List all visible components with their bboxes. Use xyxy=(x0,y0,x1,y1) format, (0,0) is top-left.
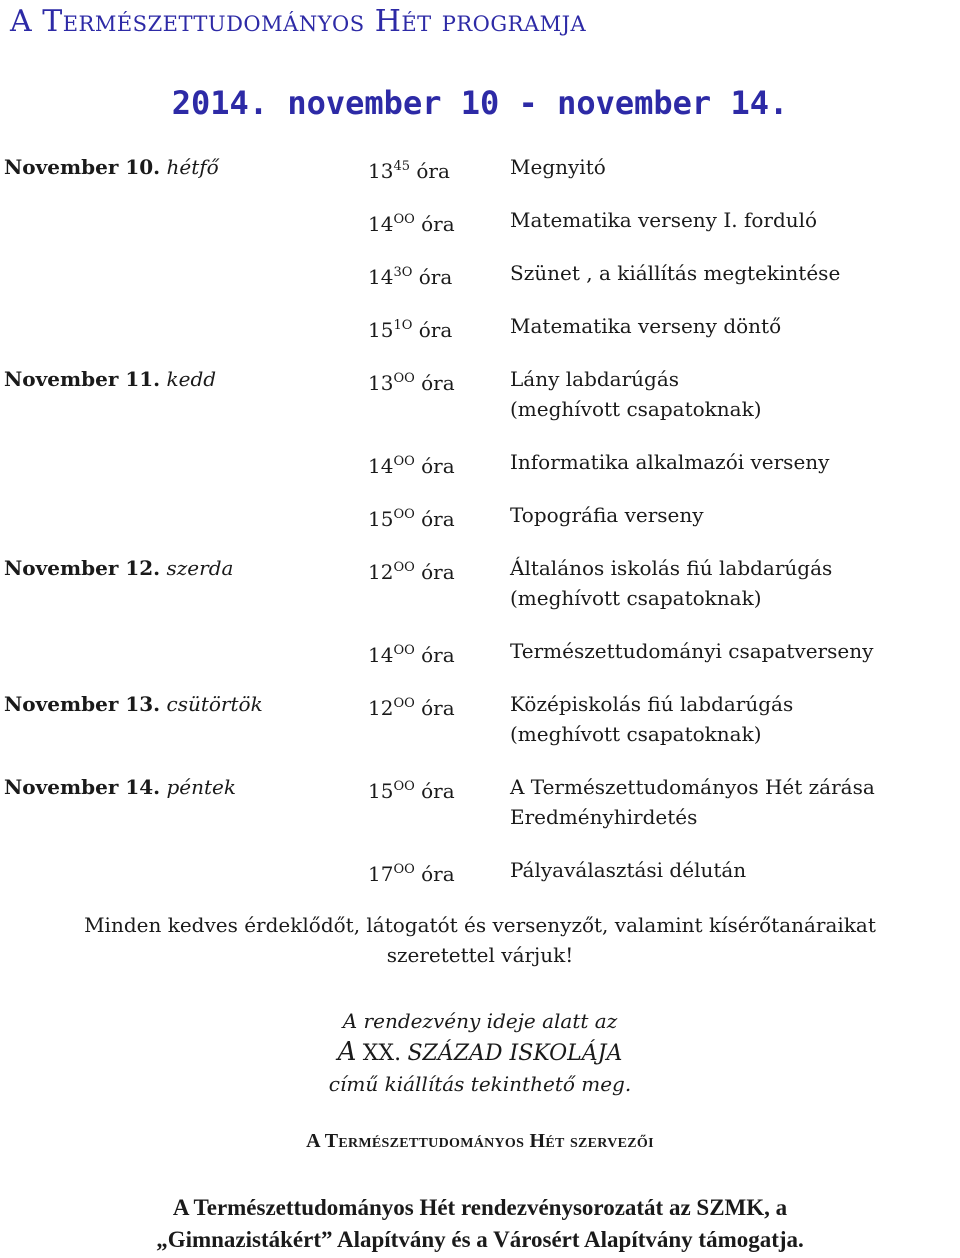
time-hour: 17 xyxy=(368,862,394,886)
sponsors xyxy=(0,1192,960,1256)
event-line: Természettudományi csapatverseny xyxy=(510,639,874,663)
time xyxy=(368,689,455,723)
exhibition-title-century: XX. xyxy=(362,1041,402,1066)
exhibition-title xyxy=(0,1037,960,1069)
time-hour: 14 xyxy=(368,265,394,289)
time xyxy=(368,636,455,670)
event-line: Informatika alkalmazói verseny xyxy=(510,450,830,474)
time xyxy=(368,447,455,481)
time-unit: óra xyxy=(418,318,453,342)
time-hour: 15 xyxy=(368,507,394,531)
time-unit: óra xyxy=(421,643,455,667)
date-range: 2014. november 10 - november 14. xyxy=(171,84,789,122)
time-minute: OO xyxy=(393,779,415,794)
day-label xyxy=(4,772,236,802)
time-minute: OO xyxy=(393,454,415,469)
time xyxy=(368,364,455,398)
event-line: (meghívott csapatoknak) xyxy=(510,586,762,610)
event-line: Topográfia verseny xyxy=(510,503,704,527)
time-minute: OO xyxy=(393,862,415,877)
event-line: A Természettudományos Hét zárása xyxy=(510,775,875,799)
time-hour: 15 xyxy=(368,779,394,803)
event xyxy=(510,500,955,530)
time-minute: 45 xyxy=(393,159,410,174)
event xyxy=(510,772,955,832)
day-weekday: csütörtök xyxy=(166,692,263,716)
exhibition-intro: A rendezvény ideje alatt az xyxy=(342,1009,618,1033)
day-weekday: szerda xyxy=(166,556,234,580)
time xyxy=(368,152,450,186)
day-date: November 10. xyxy=(4,155,161,179)
time-unit: óra xyxy=(421,212,455,236)
event-line: Középiskolás fiú labdarúgás xyxy=(510,692,794,716)
day-date: November 14. xyxy=(4,775,161,799)
event-line: Szünet , a kiállítás megtekintése xyxy=(510,261,841,285)
time-unit: óra xyxy=(421,862,455,886)
invitation-line: Minden kedves érdeklődőt, látogatót és versenyzőt, valamint kísérőtanáraikat xyxy=(84,913,876,937)
event-line: Matematika verseny döntő xyxy=(510,314,782,338)
day-date: November 13. xyxy=(4,692,161,716)
time-hour: 14 xyxy=(368,643,394,667)
time-unit: óra xyxy=(421,560,455,584)
exhibition-notice xyxy=(0,1006,960,1100)
time-hour: 14 xyxy=(368,454,394,478)
time-hour: 13 xyxy=(368,159,394,183)
time-unit: óra xyxy=(421,696,455,720)
time xyxy=(368,772,455,806)
event xyxy=(510,205,955,235)
time-hour: 13 xyxy=(368,371,394,395)
time-minute: OO xyxy=(393,371,415,386)
day-weekday: péntek xyxy=(166,775,237,799)
time xyxy=(368,205,455,239)
exhibition-outro: című kiállítás tekinthető meg. xyxy=(328,1072,632,1096)
time-minute: 3O xyxy=(393,265,413,280)
event-line: Matematika verseny I. forduló xyxy=(510,208,818,232)
event-line: Pályaválasztási délután xyxy=(510,858,747,882)
day-label xyxy=(4,152,219,182)
event-line: Eredményhirdetés xyxy=(510,805,698,829)
event xyxy=(510,311,955,341)
document-title: A Természettudományos Hét programja xyxy=(10,4,587,39)
day-date: November 12. xyxy=(4,556,161,580)
event-line: Megnyitó xyxy=(510,155,606,179)
invitation-line: szeretettel várjuk! xyxy=(386,943,574,967)
time-minute: OO xyxy=(393,507,415,522)
day-label xyxy=(4,364,216,394)
event xyxy=(510,636,955,666)
sponsors-line: A Természettudományos Hét rendezvénysorozatát az SZMK, a xyxy=(172,1195,788,1220)
time-minute: OO xyxy=(393,643,415,658)
day-label xyxy=(4,689,263,719)
time-minute: 1O xyxy=(393,318,413,333)
exhibition-title-rest: SZÁZAD ISKOLÁJA xyxy=(407,1041,623,1066)
event xyxy=(510,258,955,288)
day-date: November 11. xyxy=(4,367,161,391)
invitation xyxy=(0,910,960,970)
time xyxy=(368,258,452,292)
event xyxy=(510,447,955,477)
time-unit: óra xyxy=(421,371,455,395)
event-line: Általános iskolás fiú labdarúgás xyxy=(510,556,833,580)
time-minute: OO xyxy=(393,696,415,711)
event xyxy=(510,152,955,182)
event xyxy=(510,689,955,749)
time-hour: 14 xyxy=(368,212,394,236)
time-hour: 12 xyxy=(368,696,394,720)
exhibition-title-initial: A xyxy=(337,1037,357,1067)
event-line: (meghívott csapatoknak) xyxy=(510,722,762,746)
day-label xyxy=(4,553,233,583)
time xyxy=(368,855,455,889)
time-unit: óra xyxy=(416,159,450,183)
event-line: (meghívott csapatoknak) xyxy=(510,397,762,421)
time-hour: 15 xyxy=(368,318,394,342)
event xyxy=(510,855,955,885)
event xyxy=(510,553,955,613)
day-weekday: kedd xyxy=(166,367,217,391)
time xyxy=(368,500,455,534)
time-unit: óra xyxy=(421,779,455,803)
time-minute: OO xyxy=(393,560,415,575)
time-hour: 12 xyxy=(368,560,394,584)
event xyxy=(510,364,955,424)
time xyxy=(368,553,455,587)
sponsors-line: „Gimnazistákért” Alapítvány és a Városért Alapítvány támogatja. xyxy=(156,1227,804,1252)
day-weekday: hétfő xyxy=(166,155,219,179)
time-minute: OO xyxy=(393,212,415,227)
time xyxy=(368,311,452,345)
event-line: Lány labdarúgás xyxy=(510,367,680,391)
organizers-heading: A Természettudományos Hét szervezői xyxy=(306,1130,654,1152)
time-unit: óra xyxy=(421,507,455,531)
time-unit: óra xyxy=(418,265,453,289)
time-unit: óra xyxy=(421,454,455,478)
